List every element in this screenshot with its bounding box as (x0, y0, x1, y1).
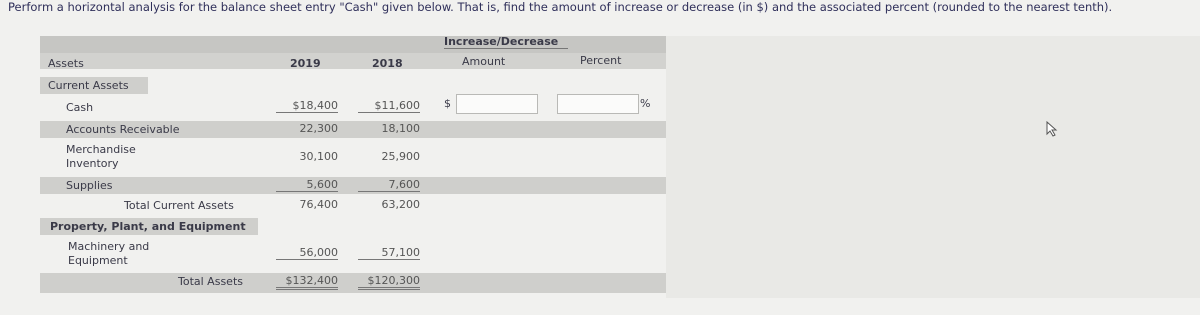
supplies-label: Supplies (66, 179, 113, 192)
total-assets-band (40, 273, 666, 293)
assets-header: Assets (48, 57, 84, 70)
increase-decrease-header: Increase/Decrease (444, 35, 559, 48)
percent-header: Percent (580, 54, 622, 67)
mach-2019: 56,000 (276, 246, 338, 260)
tca-2019: 76,400 (299, 198, 338, 211)
header-band (40, 36, 666, 53)
year-2018-header: 2018 (372, 57, 403, 70)
percent-sign: % (640, 97, 651, 110)
header-divider (444, 48, 568, 49)
supplies-2019: 5,600 (276, 178, 338, 192)
cash-2018: $11,600 (358, 99, 420, 113)
current-assets-label: Current Assets (48, 79, 129, 92)
merch-2018: 25,900 (381, 150, 420, 163)
dollar-sign: $ (444, 97, 451, 110)
mach-2018: 57,100 (358, 246, 420, 260)
mach-label-2: Equipment (68, 254, 128, 267)
instruction-text: Perform a horizontal analysis for the balance sheet entry "Cash" given below. That is, find the amount of increase or decrease (in $) and the associated percent (rounded to the nearest tenth). (8, 0, 1113, 14)
tca-2018: 63,200 (381, 198, 420, 211)
merch-label-1: Merchandise (66, 143, 136, 156)
ppe-label: Property, Plant, and Equipment (50, 220, 246, 233)
ta-2019: $132,400 (276, 274, 338, 290)
supplies-band (40, 177, 666, 194)
supplies-2018: 7,600 (358, 178, 420, 192)
year-2019-header: 2019 (290, 57, 321, 70)
tca-label: Total Current Assets (124, 199, 234, 212)
amount-header: Amount (462, 55, 506, 68)
cash-label: Cash (66, 101, 94, 114)
ar-2018: 18,100 (381, 122, 420, 135)
ar-2019: 22,300 (299, 122, 338, 135)
merch-label-2: Inventory (66, 157, 119, 170)
cash-2019: $18,400 (276, 99, 338, 113)
ta-label: Total Assets (178, 275, 243, 288)
mouse-cursor-icon (1046, 121, 1060, 137)
mach-label-1: Machinery and (68, 240, 150, 253)
header-band-2 (40, 53, 666, 69)
merch-2019: 30,100 (299, 150, 338, 163)
ar-label: Accounts Receivable (66, 123, 180, 136)
background-panel (666, 36, 1200, 298)
ta-2018: $120,300 (358, 274, 420, 290)
amount-input[interactable] (456, 94, 538, 114)
percent-input[interactable] (557, 94, 639, 114)
